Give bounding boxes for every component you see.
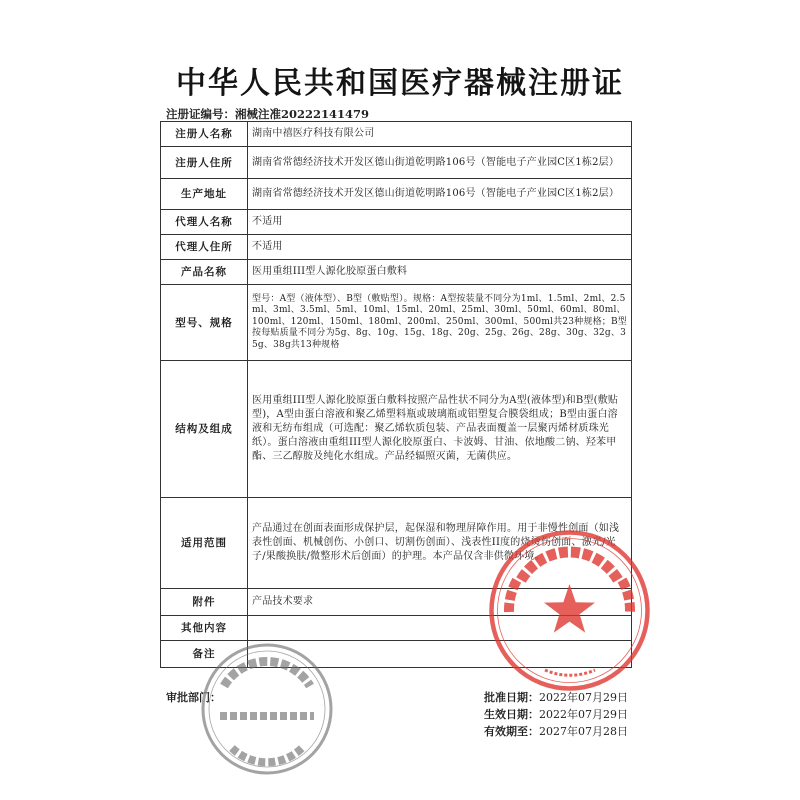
approval-seal-graphic — [203, 645, 331, 773]
registrant-address-label: 注册人住所 — [161, 147, 248, 179]
approval-seal-icon — [198, 640, 336, 778]
row-production-address — [161, 179, 632, 210]
model-spec-value: 型号：A型（液体型）、B型（敷贴型）。规格：A型按装量不同分为1ml、1.5ml、2ml、2.5ml、3ml、3.5ml、5ml、10ml、15ml、20ml、25ml、30ml、50ml、60ml、80ml、100ml、120ml、150ml、180ml、200ml、250ml、300ml、500ml共23种规格；B型按每贴质量不同分为5g、8g、10g、15g、18g、20g、25g、26g、28g、30g、32g、35g、38g共13种规格 — [248, 285, 632, 361]
composition-value: 医用重组III型人源化胶原蛋白敷料按照产品性状不同分为A型(液体型)和B型(敷贴型)，A型由蛋白溶液和聚乙烯塑料瓶或玻璃瓶或铝塑复合膜袋组成；B型由蛋白溶液和无纺布组成（可选配：聚乙烯软质包装、产品表面覆盖一层聚丙烯材质珠光纸）。蛋白溶液由重组III型人源化胶原蛋白、卡波姆、甘油、依地酸二钠、羟苯甲酯、三乙醇胺及纯化水组成。产品经辐照灭菌，无菌供应。 — [248, 361, 632, 498]
scope-label: 适用范围 — [161, 498, 248, 589]
composition-label: 结构及组成 — [161, 361, 248, 498]
expiry-date: 2027年07月28日 — [539, 725, 628, 738]
registrant-name-value: 湖南中禧医疗科技有限公司 — [248, 122, 632, 147]
certificate-title: 中华人民共和国医疗器械注册证 — [176, 66, 624, 101]
agent-address-value: 不适用 — [248, 235, 632, 260]
registration-number-label: 注册证编号： — [166, 107, 235, 121]
other-label: 其他内容 — [161, 616, 248, 641]
registration-number: 湘械注准20222141479 — [235, 107, 370, 121]
approval-date-label: 批准日期： — [484, 691, 539, 704]
registrant-address-value: 湖南省常德经济技术开发区德山街道乾明路106号（智能电子产业园C区1栋2层） — [248, 147, 632, 179]
company-seal-icon — [487, 528, 652, 693]
row-registrant-address — [161, 147, 632, 179]
dates-block — [484, 689, 628, 740]
production-address-label: 生产地址 — [161, 179, 248, 210]
expiry-date-row — [484, 723, 628, 740]
effective-date-row — [484, 706, 628, 723]
expiry-date-label: 有效期至： — [484, 725, 539, 738]
row-agent-name — [161, 210, 632, 235]
row-agent-address — [161, 235, 632, 260]
seal-star-icon — [544, 584, 595, 633]
approval-date: 2022年07月29日 — [539, 691, 628, 704]
agent-name-value: 不适用 — [248, 210, 632, 235]
agent-name-label: 代理人名称 — [161, 210, 248, 235]
attachment-label: 附件 — [161, 589, 248, 616]
row-model-spec — [161, 285, 632, 361]
product-name-value: 医用重组III型人源化胶原蛋白敷料 — [248, 260, 632, 285]
model-spec-label: 型号、规格 — [161, 285, 248, 361]
row-composition — [161, 361, 632, 498]
remarks-label: 备注 — [161, 641, 248, 668]
scope-value: 产品通过在创面表面形成保护层，起保湿和物理屏障作用。用于非慢性创面（如浅表性创面、机械创伤、小创口、切割伤创面）、浅表性II度的烧烫伤创面、激光/光子/果酸换肤/微整形术后创面）的护理。本产品仅含非供微环境。 — [248, 498, 632, 589]
production-address-value: 湖南省常德经济技术开发区德山街道乾明路106号（智能电子产业园C区1栋2层） — [248, 179, 632, 210]
registrant-name-label: 注册人名称 — [161, 122, 248, 147]
approving-department: 审批部门： — [166, 691, 221, 704]
attachment-value: 产品技术要求 — [248, 589, 632, 616]
row-product-name — [161, 260, 632, 285]
effective-date-label: 生效日期： — [484, 708, 539, 721]
row-registrant-name — [161, 122, 632, 147]
agent-address-label: 代理人住所 — [161, 235, 248, 260]
effective-date: 2022年07月29日 — [539, 708, 628, 721]
registration-number-line — [166, 106, 369, 122]
product-name-label: 产品名称 — [161, 260, 248, 285]
